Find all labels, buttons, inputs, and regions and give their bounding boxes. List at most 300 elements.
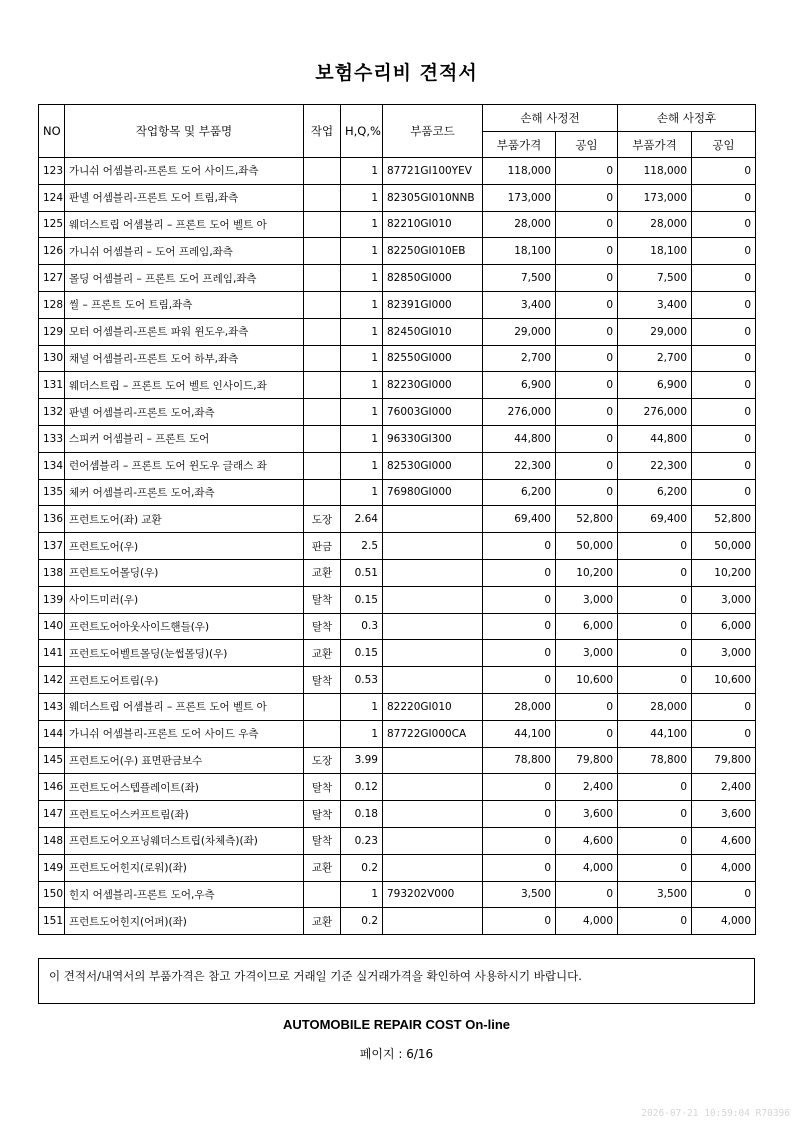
row-after-labor: 0 — [692, 238, 756, 265]
row-after-part-price: 7,500 — [618, 265, 692, 292]
row-after-part-price: 173,000 — [618, 184, 692, 211]
table-row — [39, 720, 756, 747]
row-hq: 0.12 — [341, 774, 383, 801]
row-part-code: 82391GI000 — [383, 291, 483, 318]
row-hq: 2.64 — [341, 506, 383, 533]
row-after-labor: 0 — [692, 158, 756, 185]
row-after-part-price: 3,500 — [618, 881, 692, 908]
table-row — [39, 881, 756, 908]
row-work — [304, 184, 341, 211]
row-work: 도장 — [304, 506, 341, 533]
row-before-part-price: 69,400 — [483, 506, 556, 533]
row-before-part-price: 0 — [483, 613, 556, 640]
row-before-part-price: 0 — [483, 774, 556, 801]
row-before-part-price: 0 — [483, 667, 556, 694]
row-after-part-price: 28,000 — [618, 211, 692, 238]
row-part-code — [383, 774, 483, 801]
table-row — [39, 667, 756, 694]
row-no: 145 — [39, 747, 65, 774]
row-work — [304, 265, 341, 292]
row-item: 씰 – 프론트 도어 트림,좌측 — [65, 291, 304, 318]
row-after-labor: 0 — [692, 693, 756, 720]
row-after-part-price: 0 — [618, 533, 692, 560]
table-row — [39, 372, 756, 399]
row-after-part-price: 0 — [618, 854, 692, 881]
row-hq: 1 — [341, 211, 383, 238]
row-part-code: 82450GI010 — [383, 318, 483, 345]
row-no: 147 — [39, 801, 65, 828]
row-no: 125 — [39, 211, 65, 238]
row-before-labor: 0 — [556, 211, 618, 238]
row-hq: 1 — [341, 265, 383, 292]
row-no: 146 — [39, 774, 65, 801]
row-no: 148 — [39, 827, 65, 854]
row-part-code — [383, 506, 483, 533]
row-no: 140 — [39, 613, 65, 640]
print-timestamp: 2026-07-21 10:59:04 R70396 — [641, 1108, 790, 1119]
price-notice: 이 견적서/내역서의 부품가격은 참고 가격이므로 거래일 기준 실거래가격을 확인하여 사용하시기 바랍니다. — [38, 958, 755, 1004]
row-before-part-price: 22,300 — [483, 452, 556, 479]
row-before-labor: 0 — [556, 345, 618, 372]
row-work — [304, 238, 341, 265]
row-before-part-price: 28,000 — [483, 693, 556, 720]
row-before-labor: 0 — [556, 479, 618, 506]
row-part-code: 82210GI010 — [383, 211, 483, 238]
row-work — [304, 318, 341, 345]
row-no: 139 — [39, 586, 65, 613]
table-row — [39, 613, 756, 640]
row-before-part-price: 28,000 — [483, 211, 556, 238]
row-after-labor: 2,400 — [692, 774, 756, 801]
row-work — [304, 291, 341, 318]
row-work: 교환 — [304, 908, 341, 935]
row-before-labor: 3,600 — [556, 801, 618, 828]
table-row — [39, 479, 756, 506]
row-item: 판넬 어셈블리-프론트 도어 트림,좌측 — [65, 184, 304, 211]
row-work: 탈착 — [304, 613, 341, 640]
row-before-part-price: 118,000 — [483, 158, 556, 185]
row-work — [304, 399, 341, 426]
row-item: 프런트도어(우) 표면판금보수 — [65, 747, 304, 774]
row-before-labor: 3,000 — [556, 640, 618, 667]
row-item: 스피커 어셈블리 – 프론트 도어 — [65, 425, 304, 452]
table-row — [39, 184, 756, 211]
row-before-labor: 0 — [556, 693, 618, 720]
row-part-code — [383, 908, 483, 935]
row-part-code — [383, 613, 483, 640]
row-hq: 1 — [341, 291, 383, 318]
row-hq: 1 — [341, 425, 383, 452]
col-no-header: NO — [39, 105, 65, 158]
row-no: 136 — [39, 506, 65, 533]
row-item: 프런트도어(좌) 교환 — [65, 506, 304, 533]
col-before-header: 손해 사정전 — [483, 105, 618, 132]
row-before-labor: 0 — [556, 720, 618, 747]
row-after-labor: 79,800 — [692, 747, 756, 774]
row-item: 프런트도어힌지(로워)(좌) — [65, 854, 304, 881]
row-before-labor: 0 — [556, 291, 618, 318]
row-after-part-price: 2,700 — [618, 345, 692, 372]
row-part-code: 82305GI010NNB — [383, 184, 483, 211]
row-before-part-price: 0 — [483, 801, 556, 828]
row-before-labor: 0 — [556, 372, 618, 399]
row-before-part-price: 173,000 — [483, 184, 556, 211]
col-code-header: 부품코드 — [383, 105, 483, 158]
row-after-labor: 0 — [692, 425, 756, 452]
row-before-part-price: 29,000 — [483, 318, 556, 345]
row-part-code: 82250GI010EB — [383, 238, 483, 265]
estimate-rows — [39, 158, 756, 935]
row-after-part-price: 0 — [618, 827, 692, 854]
row-after-labor: 3,000 — [692, 640, 756, 667]
table-row — [39, 399, 756, 426]
row-before-labor: 10,200 — [556, 559, 618, 586]
row-after-part-price: 44,100 — [618, 720, 692, 747]
row-before-labor: 0 — [556, 238, 618, 265]
row-after-part-price: 0 — [618, 908, 692, 935]
table-row — [39, 747, 756, 774]
row-work — [304, 345, 341, 372]
row-hq: 0.2 — [341, 908, 383, 935]
row-after-labor: 0 — [692, 479, 756, 506]
row-before-part-price: 276,000 — [483, 399, 556, 426]
row-hq: 1 — [341, 399, 383, 426]
row-hq: 1 — [341, 452, 383, 479]
row-before-labor: 2,400 — [556, 774, 618, 801]
row-item: 프런트도어아웃사이드핸들(우) — [65, 613, 304, 640]
row-before-labor: 0 — [556, 881, 618, 908]
row-work — [304, 881, 341, 908]
row-item: 사이드미러(우) — [65, 586, 304, 613]
table-row — [39, 827, 756, 854]
row-no: 127 — [39, 265, 65, 292]
row-work: 교환 — [304, 640, 341, 667]
row-no: 124 — [39, 184, 65, 211]
row-before-part-price: 6,200 — [483, 479, 556, 506]
row-part-code: 76980GI000 — [383, 479, 483, 506]
row-before-part-price: 0 — [483, 908, 556, 935]
row-before-part-price: 7,500 — [483, 265, 556, 292]
row-part-code: 82850GI000 — [383, 265, 483, 292]
row-work — [304, 479, 341, 506]
row-after-part-price: 276,000 — [618, 399, 692, 426]
row-after-labor: 0 — [692, 452, 756, 479]
row-work — [304, 425, 341, 452]
row-no: 151 — [39, 908, 65, 935]
row-hq: 1 — [341, 372, 383, 399]
row-item: 프런트도어벨트몰딩(눈썹몰딩)(우) — [65, 640, 304, 667]
row-after-labor: 4,000 — [692, 908, 756, 935]
row-part-code — [383, 533, 483, 560]
row-hq: 0.15 — [341, 586, 383, 613]
row-part-code — [383, 640, 483, 667]
row-work — [304, 720, 341, 747]
col-after-part-price-header: 부품가격 — [618, 132, 692, 158]
row-after-part-price: 44,800 — [618, 425, 692, 452]
row-before-labor: 0 — [556, 158, 618, 185]
row-after-labor: 0 — [692, 291, 756, 318]
row-after-part-price: 29,000 — [618, 318, 692, 345]
row-hq: 0.53 — [341, 667, 383, 694]
row-item: 프런트도어스텝플레이트(좌) — [65, 774, 304, 801]
row-hq: 0.18 — [341, 801, 383, 828]
row-after-labor: 0 — [692, 184, 756, 211]
row-after-part-price: 22,300 — [618, 452, 692, 479]
row-item: 웨더스트립 어셈블리 – 프론트 도어 벨트 아 — [65, 211, 304, 238]
row-before-labor: 3,000 — [556, 586, 618, 613]
row-no: 144 — [39, 720, 65, 747]
row-no: 142 — [39, 667, 65, 694]
row-work: 교환 — [304, 559, 341, 586]
col-after-header: 손해 사정후 — [618, 105, 756, 132]
row-before-labor: 50,000 — [556, 533, 618, 560]
row-work — [304, 452, 341, 479]
row-after-part-price: 69,400 — [618, 506, 692, 533]
row-item: 웨더스트립 어셈블리 – 프론트 도어 벨트 아 — [65, 693, 304, 720]
row-part-code: 87721GI100YEV — [383, 158, 483, 185]
row-work — [304, 693, 341, 720]
row-work: 교환 — [304, 854, 341, 881]
row-before-part-price: 2,700 — [483, 345, 556, 372]
col-hq-header: H,Q,% — [341, 105, 383, 158]
row-after-labor: 0 — [692, 318, 756, 345]
table-row — [39, 158, 756, 185]
row-after-part-price: 0 — [618, 613, 692, 640]
row-part-code — [383, 801, 483, 828]
row-no: 128 — [39, 291, 65, 318]
row-no: 138 — [39, 559, 65, 586]
row-no: 126 — [39, 238, 65, 265]
row-part-code: 76003GI000 — [383, 399, 483, 426]
row-work — [304, 158, 341, 185]
row-before-labor: 79,800 — [556, 747, 618, 774]
row-hq: 1 — [341, 184, 383, 211]
col-item-header: 작업항목 및 부품명 — [65, 105, 304, 158]
row-item: 프런트도어(우) — [65, 533, 304, 560]
row-hq: 0.23 — [341, 827, 383, 854]
row-hq: 3.99 — [341, 747, 383, 774]
row-hq: 1 — [341, 238, 383, 265]
row-item: 프런트도어스커프트림(좌) — [65, 801, 304, 828]
table-row — [39, 265, 756, 292]
row-item: 몰딩 어셈블리 – 프론트 도어 프레임,좌측 — [65, 265, 304, 292]
row-hq: 0.51 — [341, 559, 383, 586]
row-part-code: 87722GI000CA — [383, 720, 483, 747]
row-work — [304, 211, 341, 238]
table-row — [39, 506, 756, 533]
row-hq: 0.2 — [341, 854, 383, 881]
row-before-labor: 0 — [556, 452, 618, 479]
table-row — [39, 318, 756, 345]
estimate-table — [38, 104, 756, 935]
table-row — [39, 774, 756, 801]
row-after-part-price: 18,100 — [618, 238, 692, 265]
row-item: 프런트도어트림(우) — [65, 667, 304, 694]
footer-brand: AUTOMOBILE REPAIR COST On-line — [282, 1017, 511, 1032]
row-before-labor: 10,600 — [556, 667, 618, 694]
row-hq: 1 — [341, 881, 383, 908]
row-after-labor: 0 — [692, 372, 756, 399]
row-hq: 0.3 — [341, 613, 383, 640]
col-work-header: 작업 — [304, 105, 341, 158]
row-after-part-price: 0 — [618, 586, 692, 613]
row-after-part-price: 118,000 — [618, 158, 692, 185]
table-row — [39, 586, 756, 613]
row-before-part-price: 0 — [483, 586, 556, 613]
row-item: 채널 어셈블리-프론트 도어 하부,좌측 — [65, 345, 304, 372]
row-part-code: 96330GI300 — [383, 425, 483, 452]
row-part-code: 793202V000 — [383, 881, 483, 908]
row-before-labor: 0 — [556, 318, 618, 345]
row-after-labor: 0 — [692, 881, 756, 908]
row-before-labor: 0 — [556, 399, 618, 426]
row-after-labor: 0 — [692, 265, 756, 292]
row-item: 체커 어셈블리-프론트 도어,좌측 — [65, 479, 304, 506]
table-row — [39, 854, 756, 881]
row-part-code: 82530GI000 — [383, 452, 483, 479]
row-after-labor: 3,600 — [692, 801, 756, 828]
row-after-labor: 6,000 — [692, 613, 756, 640]
row-before-labor: 0 — [556, 425, 618, 452]
row-after-part-price: 28,000 — [618, 693, 692, 720]
col-before-labor-header: 공임 — [556, 132, 618, 158]
row-item: 프런트도어힌지(어퍼)(좌) — [65, 908, 304, 935]
row-after-part-price: 6,200 — [618, 479, 692, 506]
row-before-part-price: 3,500 — [483, 881, 556, 908]
row-item: 가니쉬 어셈블리-프론트 도어 사이드,좌측 — [65, 158, 304, 185]
row-no: 133 — [39, 425, 65, 452]
row-before-part-price: 44,800 — [483, 425, 556, 452]
row-work: 탈착 — [304, 667, 341, 694]
row-hq: 1 — [341, 720, 383, 747]
row-after-labor: 52,800 — [692, 506, 756, 533]
table-row — [39, 908, 756, 935]
row-before-part-price: 6,900 — [483, 372, 556, 399]
row-after-part-price: 78,800 — [618, 747, 692, 774]
table-row — [39, 452, 756, 479]
row-before-labor: 4,000 — [556, 908, 618, 935]
row-before-part-price: 0 — [483, 640, 556, 667]
row-before-part-price: 0 — [483, 559, 556, 586]
row-item: 런어셈블리 – 프론트 도어 윈도우 글래스 좌 — [65, 452, 304, 479]
page-number: 페이지 : 6/16 — [359, 1047, 434, 1061]
row-no: 150 — [39, 881, 65, 908]
row-no: 134 — [39, 452, 65, 479]
row-item: 힌지 어셈블리-프론트 도어,우측 — [65, 881, 304, 908]
table-row — [39, 533, 756, 560]
row-before-part-price: 0 — [483, 533, 556, 560]
table-row — [39, 801, 756, 828]
row-before-part-price: 0 — [483, 854, 556, 881]
table-row — [39, 425, 756, 452]
row-after-part-price: 0 — [618, 640, 692, 667]
row-after-labor: 4,600 — [692, 827, 756, 854]
row-after-part-price: 0 — [618, 801, 692, 828]
row-no: 123 — [39, 158, 65, 185]
row-after-part-price: 6,900 — [618, 372, 692, 399]
row-after-labor: 4,000 — [692, 854, 756, 881]
row-part-code — [383, 854, 483, 881]
row-part-code: 82550GI000 — [383, 345, 483, 372]
row-after-labor: 0 — [692, 399, 756, 426]
row-work: 판금 — [304, 533, 341, 560]
row-part-code — [383, 747, 483, 774]
row-hq: 1 — [341, 158, 383, 185]
col-before-part-price-header: 부품가격 — [483, 132, 556, 158]
row-no: 137 — [39, 533, 65, 560]
row-hq: 1 — [341, 345, 383, 372]
row-before-labor: 0 — [556, 265, 618, 292]
row-no: 129 — [39, 318, 65, 345]
row-hq: 1 — [341, 318, 383, 345]
table-row — [39, 640, 756, 667]
row-after-part-price: 0 — [618, 667, 692, 694]
row-after-labor: 10,200 — [692, 559, 756, 586]
row-hq: 2.5 — [341, 533, 383, 560]
row-part-code — [383, 827, 483, 854]
row-before-labor: 4,600 — [556, 827, 618, 854]
row-item: 프런트도어오프닝웨더스트립(차체측)(좌) — [65, 827, 304, 854]
row-work: 도장 — [304, 747, 341, 774]
row-after-labor: 3,000 — [692, 586, 756, 613]
col-after-labor-header: 공임 — [692, 132, 756, 158]
row-part-code — [383, 667, 483, 694]
row-before-labor: 6,000 — [556, 613, 618, 640]
row-work: 탈착 — [304, 827, 341, 854]
row-item: 웨더스트립 – 프론트 도어 벨트 인사이드,좌 — [65, 372, 304, 399]
row-after-labor: 0 — [692, 345, 756, 372]
row-after-part-price: 0 — [618, 774, 692, 801]
row-part-code: 82220GI010 — [383, 693, 483, 720]
row-part-code — [383, 559, 483, 586]
row-before-labor: 0 — [556, 184, 618, 211]
row-work: 탈착 — [304, 801, 341, 828]
row-before-labor: 52,800 — [556, 506, 618, 533]
row-item: 판넬 어셈블리-프론트 도어,좌측 — [65, 399, 304, 426]
row-before-labor: 4,000 — [556, 854, 618, 881]
row-no: 131 — [39, 372, 65, 399]
row-part-code — [383, 586, 483, 613]
row-hq: 1 — [341, 479, 383, 506]
row-before-part-price: 3,400 — [483, 291, 556, 318]
row-no: 149 — [39, 854, 65, 881]
row-item: 모터 어셈블리-프론트 파워 윈도우,좌측 — [65, 318, 304, 345]
row-before-part-price: 18,100 — [483, 238, 556, 265]
row-item: 가니쉬 어셈블리-프론트 도어 사이드 우측 — [65, 720, 304, 747]
row-after-part-price: 3,400 — [618, 291, 692, 318]
row-no: 141 — [39, 640, 65, 667]
table-row — [39, 291, 756, 318]
row-before-part-price: 0 — [483, 827, 556, 854]
table-row — [39, 238, 756, 265]
row-hq: 0.15 — [341, 640, 383, 667]
table-row — [39, 559, 756, 586]
row-after-labor: 0 — [692, 211, 756, 238]
row-before-part-price: 78,800 — [483, 747, 556, 774]
row-hq: 1 — [341, 693, 383, 720]
row-work: 탈착 — [304, 774, 341, 801]
row-item: 프런트도어몰딩(우) — [65, 559, 304, 586]
row-after-labor: 0 — [692, 720, 756, 747]
row-before-part-price: 44,100 — [483, 720, 556, 747]
row-after-labor: 50,000 — [692, 533, 756, 560]
row-no: 143 — [39, 693, 65, 720]
row-item: 가니쉬 어셈블리 – 도어 프레임,좌측 — [65, 238, 304, 265]
table-row — [39, 345, 756, 372]
table-row — [39, 211, 756, 238]
row-work — [304, 372, 341, 399]
row-after-labor: 10,600 — [692, 667, 756, 694]
